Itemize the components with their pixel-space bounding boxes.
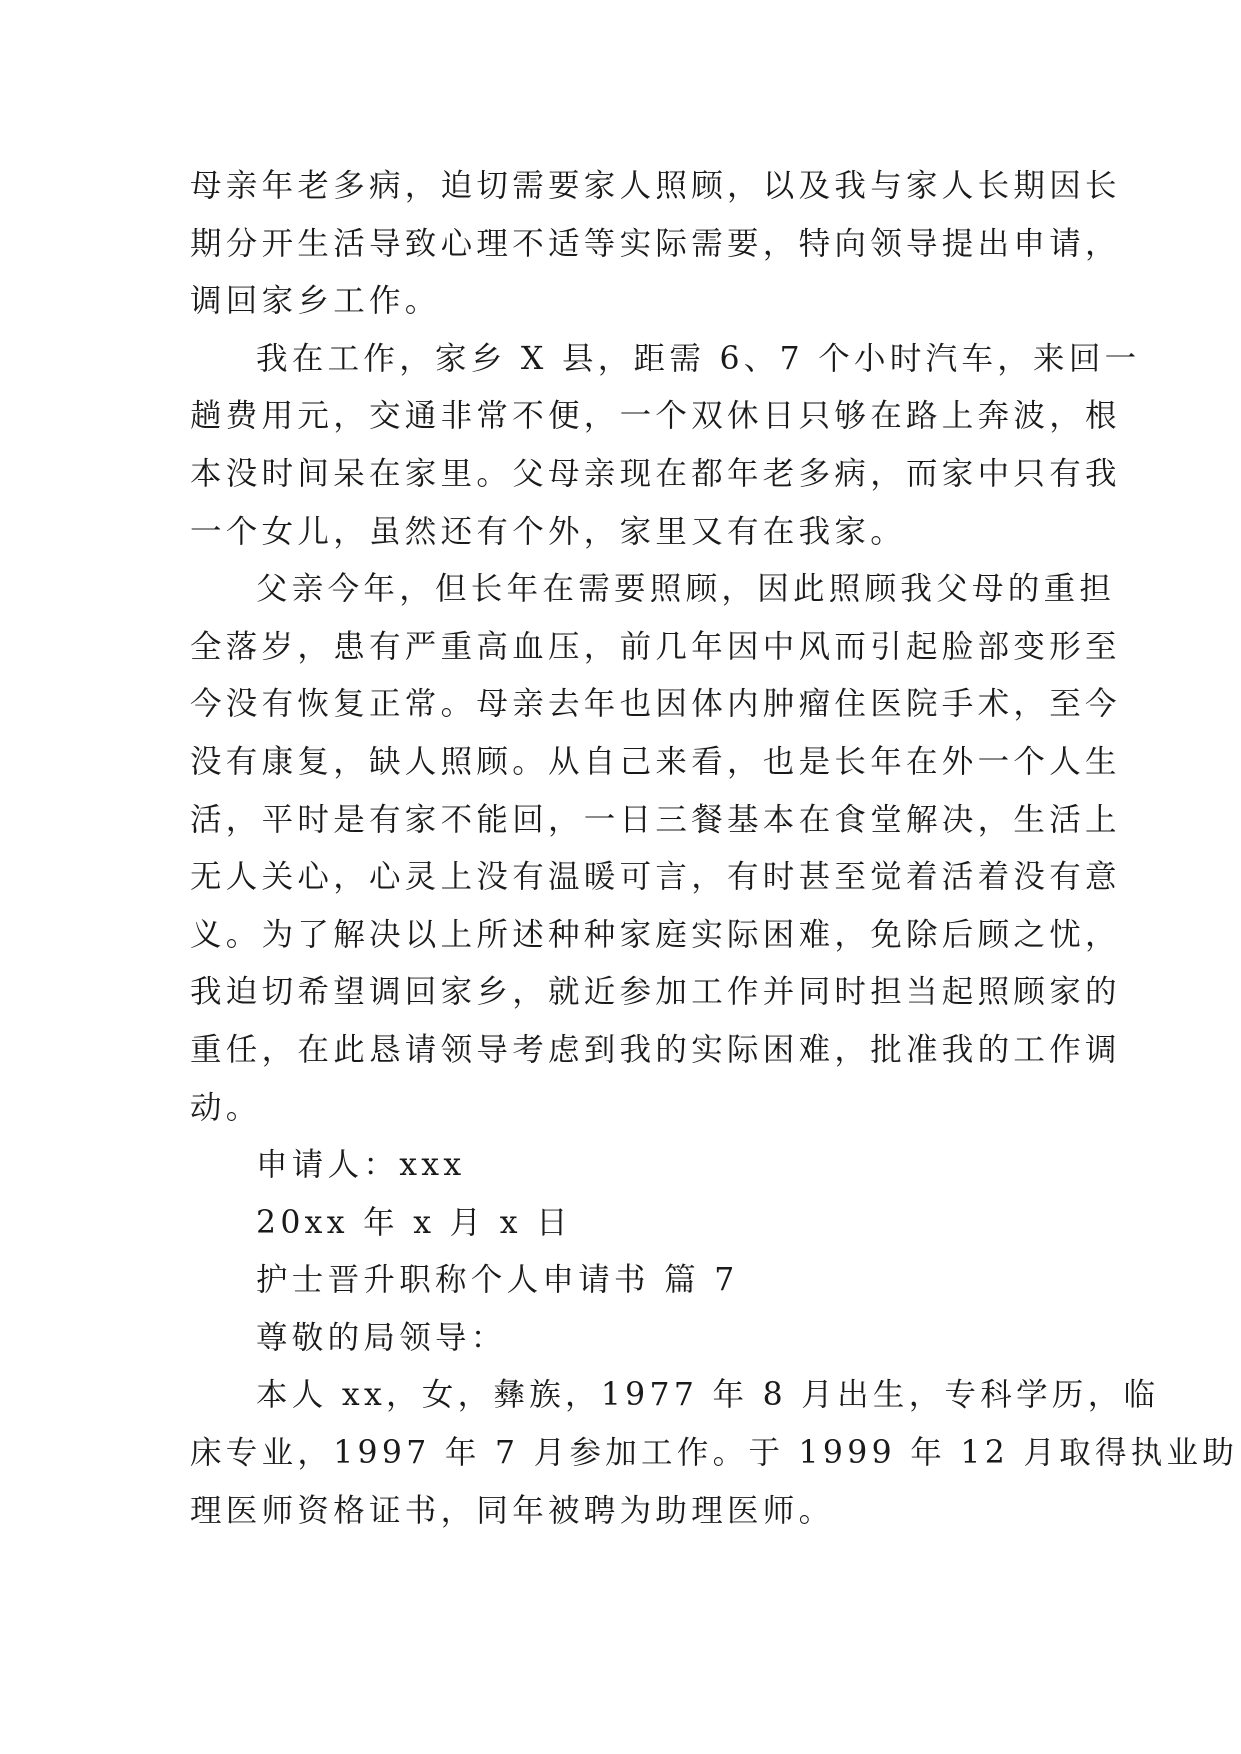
text-line: 父亲今年，但长年在需要照顾，因此照顾我父母的重担 bbox=[256, 571, 1116, 608]
text-line: 重任，在此恳请领导考虑到我的实际困难，批准我的工作调 bbox=[190, 1031, 1121, 1068]
text-line: 本人 xx，女，彝族，1977 年 8 月出生，专科学历，临 bbox=[256, 1377, 1160, 1414]
salutation-line: 尊敬的局领导： bbox=[256, 1319, 507, 1356]
text-line: 一个女儿，虽然还有个外，家里又有在我家。 bbox=[190, 513, 907, 550]
text-line: 没有康复，缺人照顾。从自己来看，也是长年在外一个人生 bbox=[190, 743, 1121, 780]
section-heading: 护士晋升职称个人申请书 篇 7 bbox=[256, 1262, 739, 1299]
text-line: 期分开生活导致心理不适等实际需要，特向领导提出申请， bbox=[190, 225, 1121, 262]
text-line: 无人关心，心灵上没有温暖可言，有时甚至觉着活着没有意 bbox=[190, 859, 1121, 896]
text-line: 调回家乡工作。 bbox=[190, 283, 441, 320]
document-body bbox=[190, 158, 1239, 1540]
text-line: 床专业，1997 年 7 月参加工作。于 1999 年 12 月取得执业助 bbox=[190, 1435, 1239, 1472]
text-line: 义。为了解决以上所述种种家庭实际困难，免除后顾之忧， bbox=[190, 916, 1121, 953]
text-line: 活，平时是有家不能回，一日三餐基本在食堂解决，生活上 bbox=[190, 801, 1121, 838]
text-line: 我在工作，家乡 X 县，距需 6、7 个小时汽车，来回一 bbox=[256, 340, 1141, 377]
text-line: 动。 bbox=[190, 1089, 262, 1126]
text-line: 全落岁，患有严重高血压，前几年因中风而引起脸部变形至 bbox=[190, 628, 1121, 665]
applicant-line: 申请人：xxx bbox=[256, 1147, 466, 1184]
text-line: 母亲年老多病，迫切需要家人照顾，以及我与家人长期因长 bbox=[190, 168, 1121, 204]
text-line: 今没有恢复正常。母亲去年也因体内肿瘤住医院手术，至今 bbox=[190, 686, 1121, 723]
date-line: 20xx 年 x 月 x 日 bbox=[256, 1204, 572, 1241]
text-line: 我迫切希望调回家乡，就近参加工作并同时担当起照顾家的 bbox=[190, 974, 1121, 1011]
text-line: 趟费用元，交通非常不便，一个双休日只够在路上奔波，根 bbox=[190, 398, 1121, 435]
text-line: 本没时间呆在家里。父母亲现在都年老多病，而家中只有我 bbox=[190, 455, 1121, 492]
text-line: 理医师资格证书，同年被聘为助理医师。 bbox=[190, 1492, 835, 1529]
